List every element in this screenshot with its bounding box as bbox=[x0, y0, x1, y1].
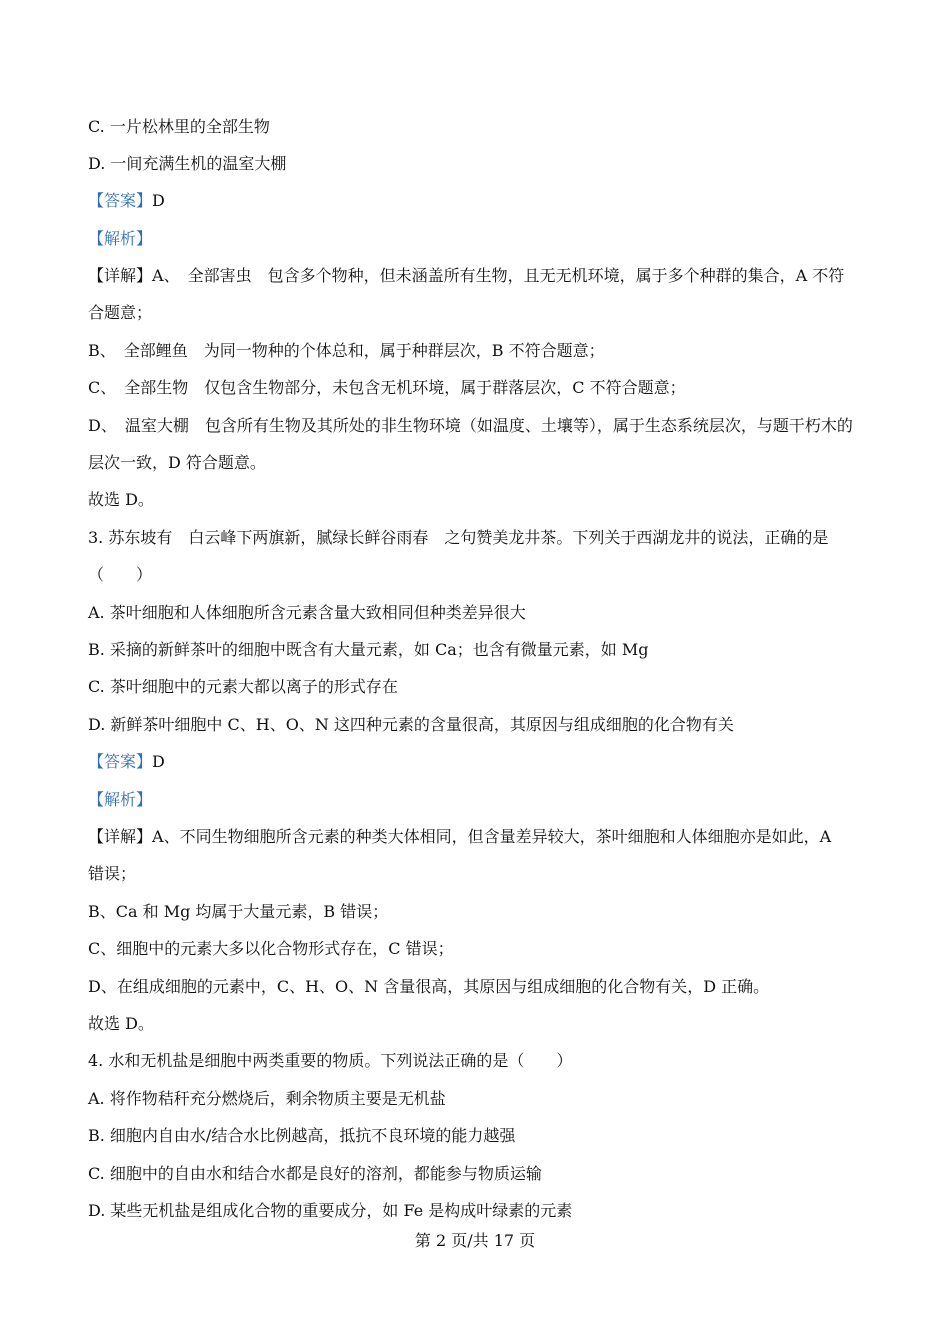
question-3-bracket: （ ） bbox=[88, 565, 153, 584]
question-3-stem: 3. 苏东坡有 白云峰下两旗新，腻绿长鲜谷雨春 之句赞美龙井茶。下列关于西湖龙井的说法，正确的是 bbox=[88, 528, 829, 547]
answer-value: D bbox=[152, 752, 165, 771]
page-footer: 第 2 页/共 17 页 bbox=[414, 1231, 536, 1250]
q3-option-b: B. 采摘的新鲜茶叶的细胞中既含有大量元素，如 Ca；也含有微量元素，如 Mg bbox=[88, 640, 649, 659]
q4-option-b: B. 细胞内自由水/结合水比例越高，抵抗不良环境的能力越强 bbox=[88, 1126, 516, 1145]
answer-tag: 【答案】 bbox=[88, 752, 153, 771]
answer-tag: 【答案】 bbox=[88, 191, 153, 210]
q3-analysis-tag: 【解析】 bbox=[88, 790, 153, 809]
q3-answer-line bbox=[88, 751, 165, 773]
q3-detail-line-2: 错误； bbox=[88, 864, 137, 883]
q3-option-a: A. 茶叶细胞和人体细胞所含元素含量大致相同但种类差异很大 bbox=[88, 603, 526, 622]
detail-line-6: 层次一致，D 符合题意。 bbox=[88, 453, 266, 472]
q3-option-c: C. 茶叶细胞中的元素大都以离子的形式存在 bbox=[88, 677, 398, 696]
detail-line-5: D、 温室大棚 包含所有生物及其所处的非生物环境（如温度、土壤等），属于生态系统层次，与题干朽木的 bbox=[88, 416, 853, 435]
detail-line-3: B、 全部鲤鱼 为同一物种的个体总和，属于种群层次，B 不符合题意； bbox=[88, 341, 605, 360]
analysis-tag: 【解析】 bbox=[88, 229, 153, 248]
option-c: C. 一片松林里的全部生物 bbox=[88, 117, 270, 136]
q3-detail-line-3: B、Ca 和 Mg 均属于大量元素，B 错误； bbox=[88, 902, 389, 921]
answer-line bbox=[88, 190, 165, 212]
q3-option-d: D. 新鲜茶叶细胞中 C、H、O、N 这四种元素的含量很高，其原因与组成细胞的化合物有关 bbox=[88, 715, 734, 734]
q4-option-a: A. 将作物秸秆充分燃烧后，剩余物质主要是无机盐 bbox=[88, 1089, 446, 1108]
question-4-stem: 4. 水和无机盐是细胞中两类重要的物质。下列说法正确的是（ ） bbox=[88, 1051, 573, 1070]
option-d: D. 一间充满生机的温室大棚 bbox=[88, 154, 287, 173]
answer-value: D bbox=[152, 191, 165, 210]
q3-detail-line-4: C、细胞中的元素大多以化合物形式存在，C 错误； bbox=[88, 939, 454, 958]
q3-detail-line-5: D、在组成细胞的元素中，C、H、O、N 含量很高，其原因与组成细胞的化合物有关，D 正确。 bbox=[88, 977, 770, 996]
q3-detail-line-1: 【详解】A、不同生物细胞所含元素的种类大体相同，但含量差异较大，茶叶细胞和人体细胞亦是如此，A bbox=[88, 827, 832, 846]
detail-tag: 【详解】 bbox=[88, 266, 153, 285]
q4-option-c: C. 细胞中的自由水和结合水都是良好的溶剂，都能参与物质运输 bbox=[88, 1164, 542, 1183]
choose-line: 故选 D。 bbox=[88, 490, 154, 509]
detail-line-2: 合题意； bbox=[88, 303, 153, 322]
detail-line-4: C、 全部生物 仅包含生物部分，未包含无机环境，属于群落层次，C 不符合题意； bbox=[88, 378, 686, 397]
q4-option-d: D. 某些无机盐是组成化合物的重要成分，如 Fe 是构成叶绿素的元素 bbox=[88, 1201, 573, 1220]
q3-choose-line: 故选 D。 bbox=[88, 1014, 154, 1033]
detail-tag: 【详解】 bbox=[88, 827, 153, 846]
detail-line-1: 【详解】A、 全部害虫 包含多个物种，但未涵盖所有生物，且无无机环境，属于多个种群的集合，A 不符 bbox=[88, 266, 845, 285]
